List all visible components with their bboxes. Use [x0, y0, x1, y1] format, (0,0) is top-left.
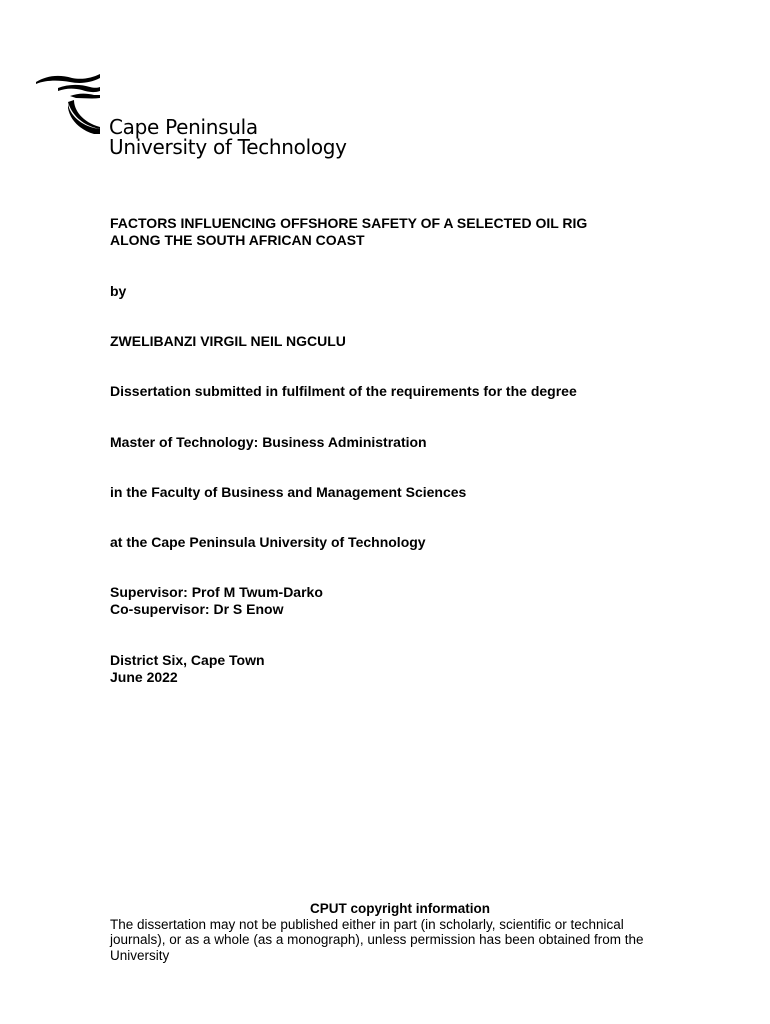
- university-logo: [34, 72, 347, 162]
- logo-name-line2: University of Technology: [109, 135, 347, 159]
- co-supervisor: Co-supervisor: Dr S Enow: [110, 601, 284, 617]
- cput-wave-logo-icon: [34, 72, 106, 142]
- supervisor: Supervisor: Prof M Twum-Darko: [110, 584, 323, 600]
- university-name: at the Cape Peninsula University of Technology: [110, 534, 426, 550]
- copyright-notice: [110, 901, 690, 963]
- copyright-line-3: University: [110, 947, 170, 963]
- author-name: ZWELIBANZI VIRGIL NEIL NGCULU: [110, 333, 346, 349]
- thesis-title: [110, 215, 587, 249]
- title-line-1: FACTORS INFLUENCING OFFSHORE SAFETY OF A SELECTED OIL RIG: [110, 215, 588, 231]
- degree-name: Master of Technology: Business Administration: [110, 434, 427, 450]
- date: June 2022: [110, 669, 178, 685]
- copyright-heading: CPUT copyright information: [310, 901, 490, 916]
- logo-name-line1: Cape Peninsula: [109, 115, 258, 139]
- dissertation-statement: Dissertation submitted in fulfilment of the requirements for the degree: [110, 383, 577, 399]
- by-label: by: [110, 283, 127, 299]
- copyright-line-2: journals), or as a whole (as a monograph), unless permission has been obtained from the: [110, 932, 644, 947]
- copyright-body: [110, 917, 690, 964]
- place-and-date: [110, 652, 265, 686]
- supervisors: [110, 584, 323, 618]
- place: District Six, Cape Town: [110, 652, 265, 668]
- copyright-line-1: The dissertation may not be published either in part (in scholarly, scientific or technical: [110, 916, 624, 932]
- faculty-name: in the Faculty of Business and Management Sciences: [110, 484, 467, 500]
- title-line-2: ALONG THE SOUTH AFRICAN COAST: [110, 232, 365, 248]
